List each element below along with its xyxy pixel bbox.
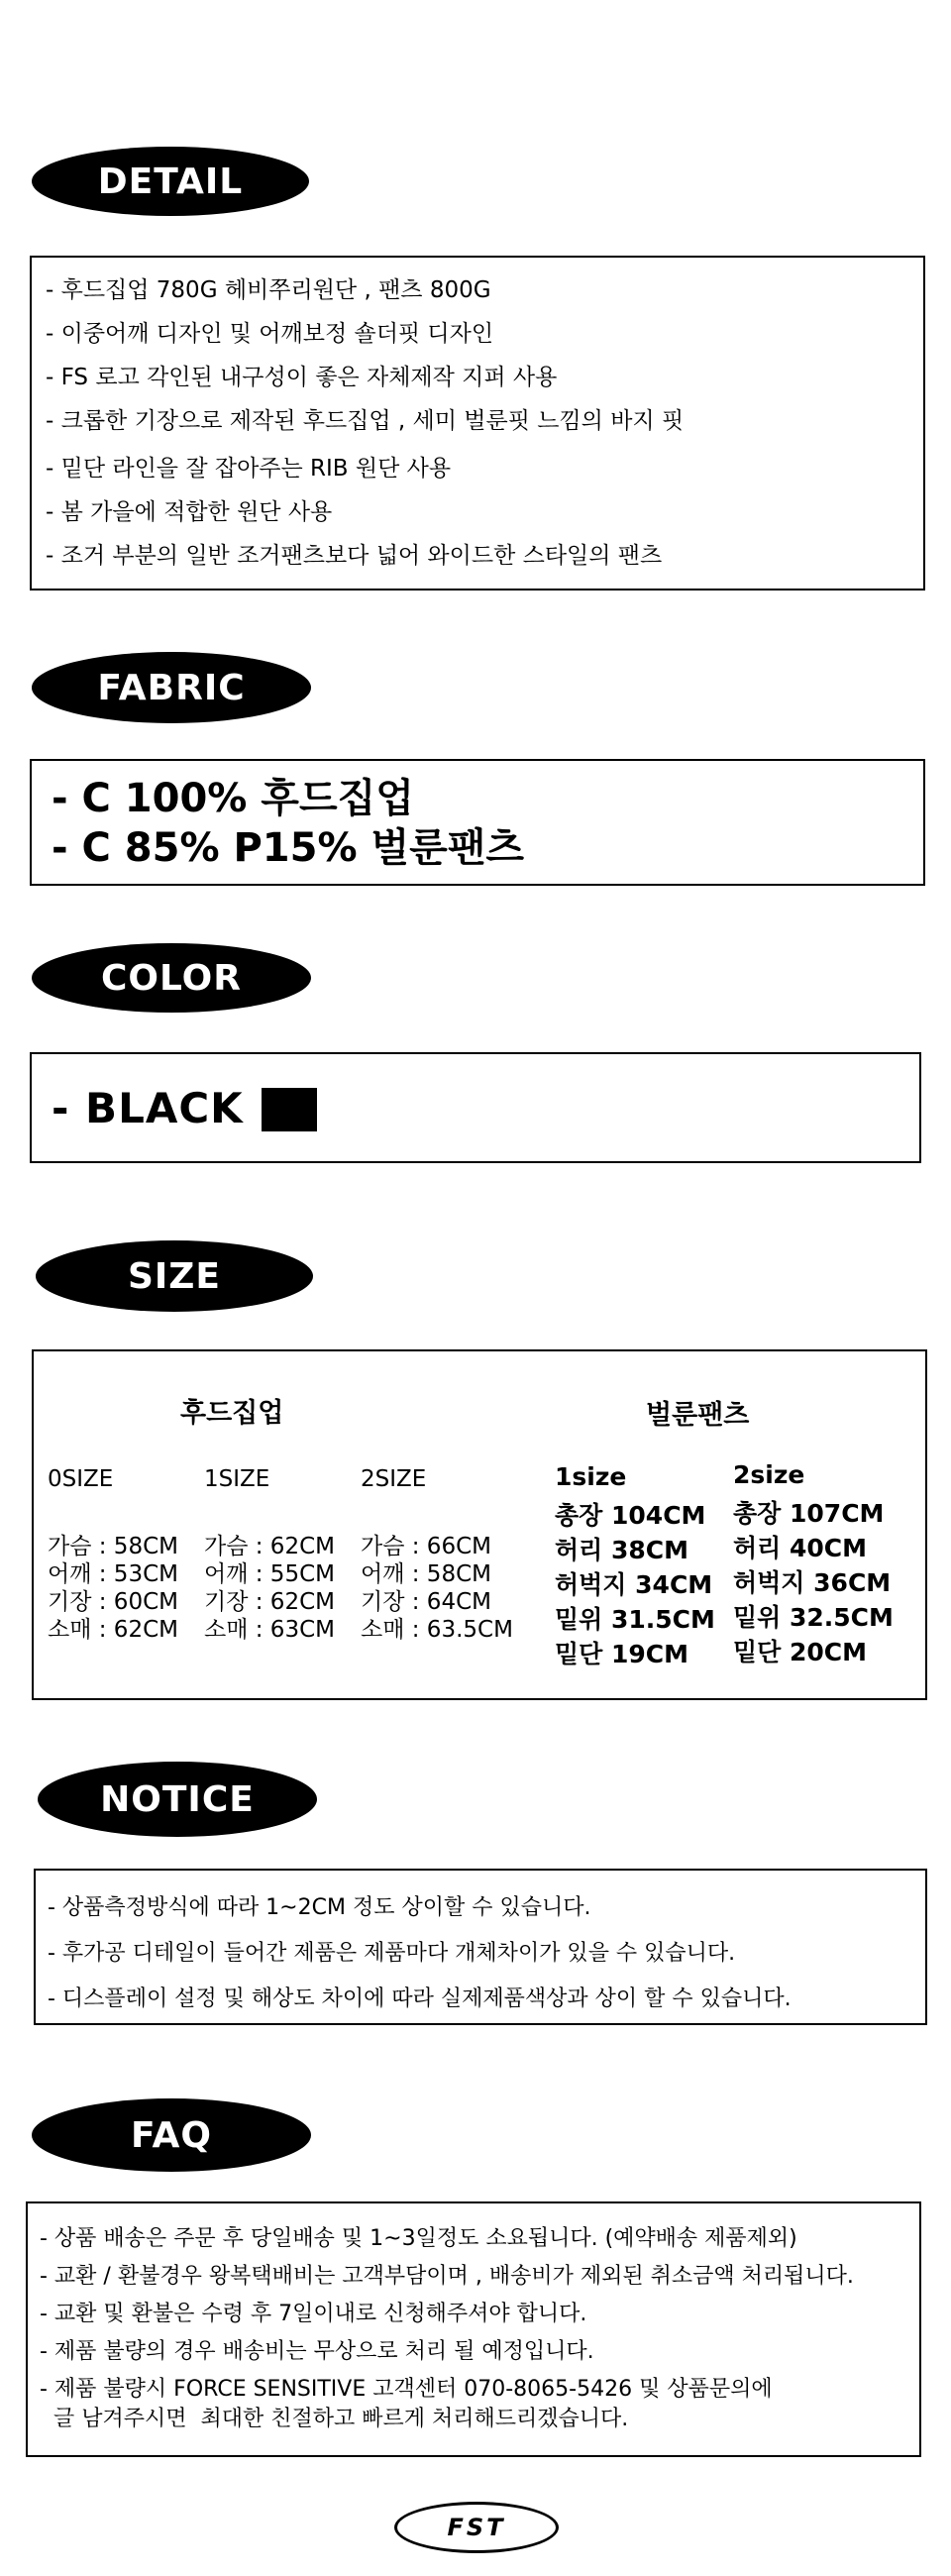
detail-box xyxy=(30,256,925,590)
color-box xyxy=(30,1052,921,1163)
hoodie-title: 후드집업 xyxy=(180,1398,284,1429)
fabric-line: - C 100% 후드집업 xyxy=(52,776,414,821)
hoodie-measure: 기장 : 64CM xyxy=(361,1589,491,1615)
size-heading: SIZE xyxy=(36,1240,313,1312)
notice-line: - 후가공 디테일이 들어간 제품은 제품마다 개체차이가 있을 수 있습니다. xyxy=(48,1941,736,1966)
fabric-heading: FABRIC xyxy=(32,652,311,723)
pants-measure: 총장 107CM xyxy=(733,1499,885,1528)
pants-title: 벌룬팬츠 xyxy=(646,1400,750,1431)
notice-line: - 상품측정방식에 따라 1~2CM 정도 상이할 수 있습니다. xyxy=(48,1895,591,1920)
notice-line: - 디스플레이 설정 및 해상도 차이에 따라 실제제품색상과 상이 할 수 있습니다. xyxy=(48,1986,792,2011)
hoodie-size-label: 1SIZE xyxy=(204,1466,270,1492)
faq-box xyxy=(26,2201,921,2457)
faq-heading: FAQ xyxy=(32,2098,311,2172)
fabric-line: - C 85% P15% 벌룬팬츠 xyxy=(52,825,525,871)
detail-line: - 이중어깨 디자인 및 어깨보정 숄더핏 디자인 xyxy=(46,321,494,347)
faq-line: - 제품 불량시 FORCE SENSITIVE 고객센터 070-8065-5426 및 상품문의에 xyxy=(40,2377,773,2402)
color-swatch xyxy=(262,1088,317,1131)
hoodie-measure: 어깨 : 58CM xyxy=(361,1561,491,1587)
faq-line: - 상품 배송은 주문 후 당일배송 및 1~3일정도 소요됩니다. (예약배송 제품제외) xyxy=(40,2226,797,2251)
faq-line: - 교환 및 환불은 수령 후 7일이내로 신청해주셔야 합니다. xyxy=(40,2302,587,2326)
detail-line: - FS 로고 각인된 내구성이 좋은 자체제작 지퍼 사용 xyxy=(46,365,558,390)
pants-measure: 밑위 32.5CM xyxy=(733,1603,894,1632)
size-box xyxy=(32,1349,927,1700)
hoodie-measure: 기장 : 60CM xyxy=(48,1589,178,1615)
detail-line: - 조거 부분의 일반 조거팬츠보다 넓어 와이드한 스타일의 팬츠 xyxy=(46,543,663,569)
notice-box xyxy=(34,1869,927,2025)
notice-heading: NOTICE xyxy=(38,1762,317,1837)
hoodie-measure: 가슴 : 58CM xyxy=(48,1534,178,1559)
hoodie-measure: 소매 : 63.5CM xyxy=(361,1617,513,1643)
hoodie-measure: 소매 : 62CM xyxy=(48,1617,178,1643)
hoodie-measure: 가슴 : 66CM xyxy=(361,1534,491,1559)
detail-line: - 봄 가을에 적합한 원단 사용 xyxy=(46,499,333,525)
pants-measure: 허리 40CM xyxy=(733,1534,868,1562)
hoodie-measure: 어깨 : 53CM xyxy=(48,1561,178,1587)
pants-measure: 밑단 20CM xyxy=(733,1638,868,1666)
hoodie-size-label: 0SIZE xyxy=(48,1466,114,1492)
faq-line: 글 남겨주시면 최대한 친절하고 빠르게 처리해드리겠습니다. xyxy=(40,2407,629,2431)
color-label: - BLACK xyxy=(52,1084,244,1132)
brand-logo xyxy=(394,2502,559,2553)
brand-logo-text: FST xyxy=(447,2514,506,2541)
detail-line: - 밑단 라인을 잘 잡아주는 RIB 원단 사용 xyxy=(46,456,452,482)
pants-measure: 허리 38CM xyxy=(555,1536,689,1564)
hoodie-measure: 어깨 : 55CM xyxy=(204,1561,335,1587)
hoodie-measure: 기장 : 62CM xyxy=(204,1589,335,1615)
pants-size-label: 1size xyxy=(555,1462,627,1491)
detail-line: - 후드집업 780G 헤비쭈리원단 , 팬츠 800G xyxy=(46,277,491,303)
hoodie-size-label: 2SIZE xyxy=(361,1466,427,1492)
pants-measure: 허벅지 36CM xyxy=(733,1568,892,1597)
color-heading: COLOR xyxy=(32,943,311,1013)
pants-measure: 밑위 31.5CM xyxy=(555,1605,715,1634)
faq-line: - 교환 / 환불경우 왕복택배비는 고객부담이며 , 배송비가 제외된 취소금액 처리됩니다. xyxy=(40,2264,854,2289)
hoodie-measure: 소매 : 63CM xyxy=(204,1617,335,1643)
pants-measure: 밑단 19CM xyxy=(555,1640,689,1668)
faq-line: - 제품 불량의 경우 배송비는 무상으로 처리 될 예정입니다. xyxy=(40,2339,594,2364)
fabric-box xyxy=(30,759,925,886)
detail-line: - 크롭한 기장으로 제작된 후드집업 , 세미 벌룬핏 느낌의 바지 핏 xyxy=(46,408,685,434)
detail-heading: DETAIL xyxy=(32,147,309,216)
hoodie-measure: 가슴 : 62CM xyxy=(204,1534,335,1559)
pants-size-label: 2size xyxy=(733,1460,805,1489)
pants-measure: 총장 104CM xyxy=(555,1501,706,1530)
pants-measure: 허벅지 34CM xyxy=(555,1570,713,1599)
